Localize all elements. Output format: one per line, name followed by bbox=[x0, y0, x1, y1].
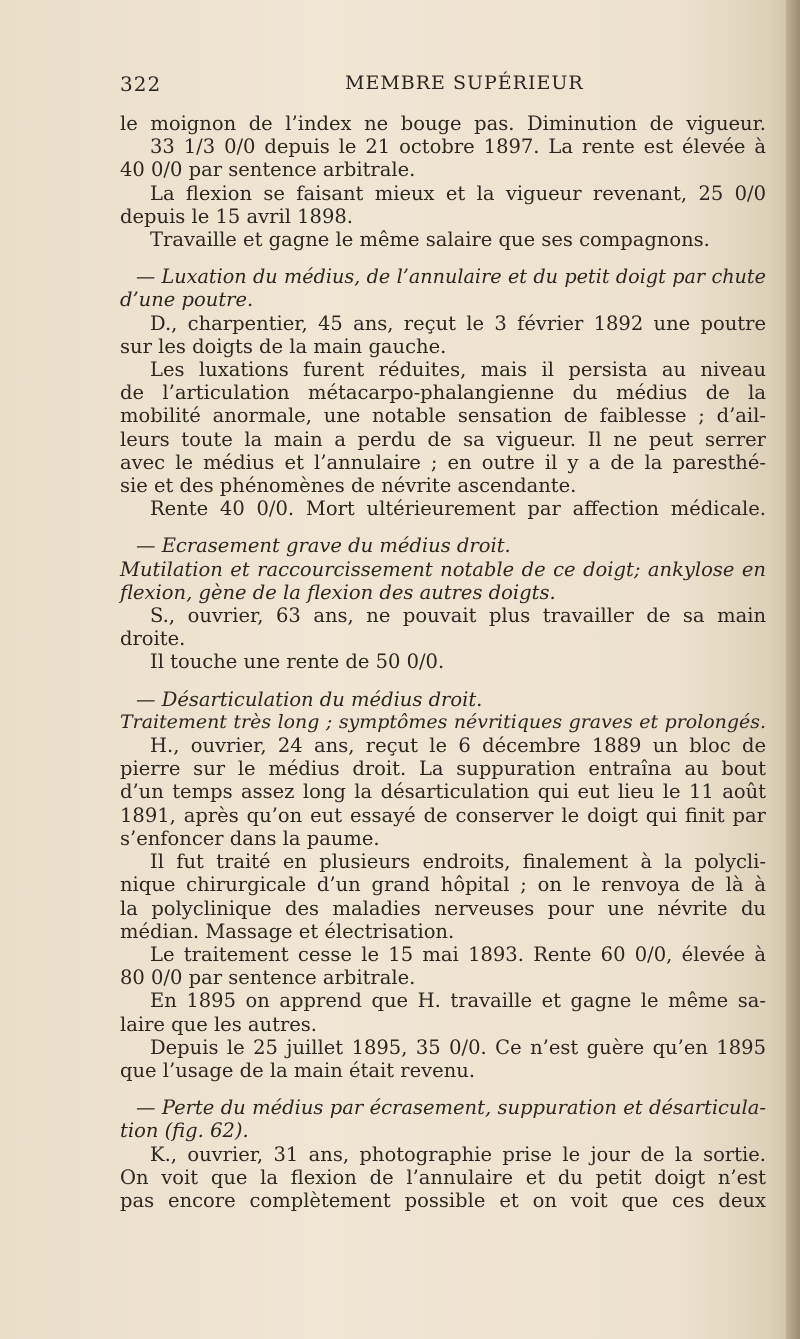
text-line: 40 0/0 par sentence arbitrale. bbox=[120, 158, 416, 182]
text-line: d’un temps assez long la désarticulation qui eut lieu le 11 août bbox=[120, 780, 766, 804]
text-line: K., ouvrier, 31 ans, photographie prise le jour de la sortie. bbox=[150, 1142, 766, 1166]
text-line: Travaille et gagne le même salaire que ses compagnons. bbox=[150, 228, 710, 252]
text-line: droite. bbox=[120, 627, 186, 651]
page-edge bbox=[786, 0, 800, 1339]
text-line: S., ouvrier, 63 ans, ne pouvait plus travailler de sa main bbox=[150, 604, 766, 628]
text-line: En 1895 on apprend que H. travaille et gagne le même sa- bbox=[150, 989, 766, 1013]
page-body bbox=[120, 112, 766, 1212]
text-line: La flexion se faisant mieux et la vigueur revenant, 25 0/0 bbox=[150, 181, 766, 205]
text-line: depuis le 15 avril 1898. bbox=[120, 204, 353, 228]
text-line: leurs toute la main a perdu de sa vigueur. Il ne peut serrer bbox=[120, 427, 766, 451]
text-line: le moignon de l’index ne bouge pas. Diminution de vigueur. bbox=[120, 112, 766, 135]
text-line: Depuis le 25 juillet 1895, 35 0/0. Ce n’est guère qu’en 1895 bbox=[150, 1035, 766, 1059]
text-line: 1891, après qu’on eut essayé de conserver le doigt qui finit par bbox=[120, 803, 766, 827]
text-line: médian. Massage et électrisation. bbox=[120, 919, 455, 943]
text-line: sie et des phénomènes de névrite ascendante. bbox=[120, 474, 577, 498]
text-line: la polyclinique des maladies nerveuses pour une névrite du bbox=[120, 896, 766, 920]
running-head: MEMBRE SUPÉRIEUR bbox=[345, 72, 584, 94]
section-heading: d’une poutre. bbox=[120, 288, 254, 312]
text-line: Il touche une rente de 50 0/0. bbox=[150, 650, 445, 674]
text-line: sur les doigts de la main gauche. bbox=[120, 334, 447, 358]
section-heading: — Perte du médius par écrasement, suppuration et désarticula- bbox=[136, 1096, 766, 1120]
text-line: Il fut traité en plusieurs endroits, finalement à la polycli- bbox=[150, 850, 766, 874]
text-line: 80 0/0 par sentence arbitrale. bbox=[120, 966, 416, 990]
text-line: H., ouvrier, 24 ans, reçut le 6 décembre 1889 un bloc de bbox=[150, 734, 766, 758]
page-header bbox=[120, 72, 766, 102]
text-line: On voit que la flexion de l’annulaire et du petit doigt n’est bbox=[120, 1165, 766, 1189]
section-subheading: flexion, gène de la flexion des autres doigts. bbox=[120, 580, 556, 604]
text-line: mobilité anormale, une notable sensation de faiblesse ; d’ail- bbox=[120, 404, 766, 428]
text-line: nique chirurgicale d’un grand hôpital ; on le renvoya de là à bbox=[120, 873, 766, 897]
text-line: Rente 40 0/0. Mort ultérieurement par affection médicale. bbox=[150, 497, 766, 521]
text-line: laire que les autres. bbox=[120, 1012, 318, 1036]
section-heading: — Désarticulation du médius droit. bbox=[136, 687, 483, 711]
section-heading: tion (fig. 62). bbox=[120, 1119, 249, 1143]
text-line: que l’usage de la main était revenu. bbox=[120, 1058, 476, 1082]
text-line: 33 1/3 0/0 depuis le 21 octobre 1897. La rente est élevée à bbox=[150, 135, 766, 159]
text-line: Les luxations furent réduites, mais il persista au niveau bbox=[150, 358, 766, 382]
section-subheading: Mutilation et raccourcissement notable de ce doigt; ankylose en bbox=[120, 557, 766, 581]
text-line: D., charpentier, 45 ans, reçut le 3 février 1892 une poutre bbox=[150, 311, 766, 335]
text-line: s’enfoncer dans la paume. bbox=[120, 826, 380, 850]
text-line: pas encore complètement possible et on voit que ces deux bbox=[120, 1188, 766, 1212]
text-line: avec le médius et l’annulaire ; en outre il y a de la paresthé- bbox=[120, 450, 766, 474]
page-number: 322 bbox=[120, 72, 162, 96]
section-heading: — Luxation du médius, de l’annulaire et du petit doigt par chute bbox=[136, 265, 766, 289]
section-heading: — Ecrasement grave du médius droit. bbox=[136, 534, 511, 558]
text-line: pierre sur le médius droit. La suppuration entraîna au bout bbox=[120, 757, 766, 781]
section-subheading: Traitement très long ; symptômes névritiques graves et prolongés. bbox=[120, 710, 766, 733]
text-line: Le traitement cesse le 15 mai 1893. Rente 60 0/0, élevée à bbox=[150, 942, 766, 966]
text-line: de l’articulation métacarpo-phalangienne du médius de la bbox=[120, 381, 766, 405]
